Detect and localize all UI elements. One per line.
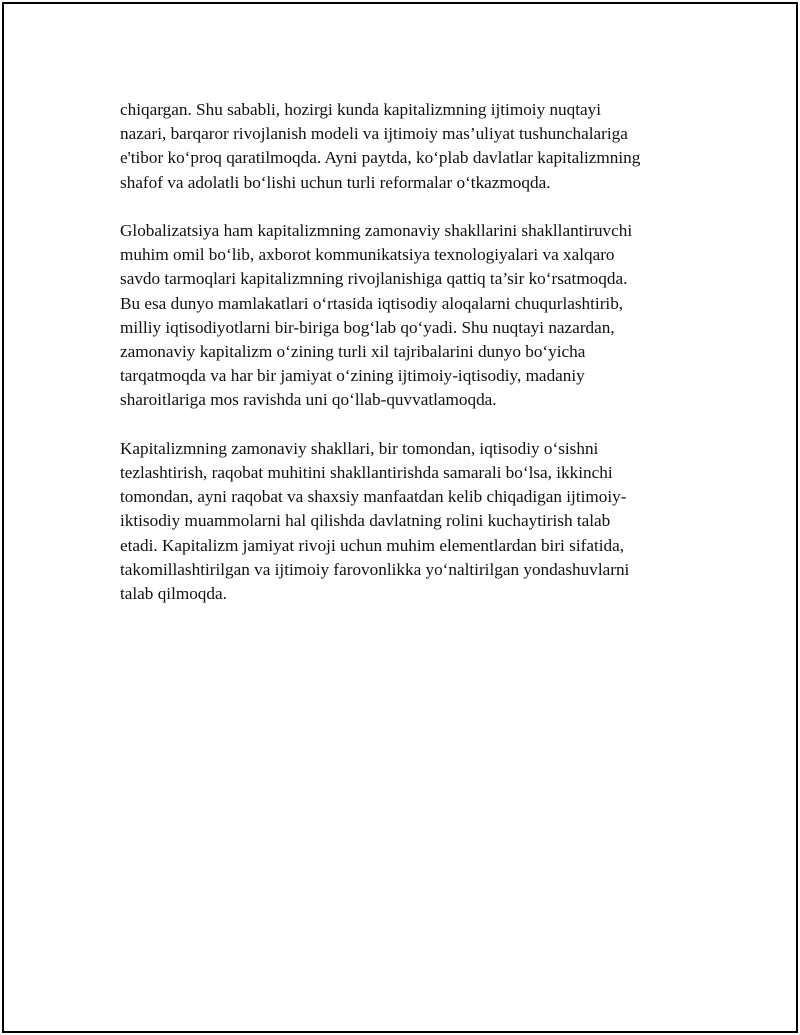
paragraph-3: Kapitalizmning zamonaviy shakllari, bir tomondan, iqtisodiy o‘sishni tezlashtirish, raqobat muhitini shakllantirishda samarali bo‘lsa, ikkinchi tomondan, ayni raqobat va shaxsiy manfaatdan kelib chiqadigan ijtimoiy- iktisodiy muammolarni hal qilishda davlatning rolini kuchaytirish talab etadi. Kapitalizm jamiyat rivoji uchun muhim elementlardan biri sifatida, takomillashtirilgan va ijtimoiy farovonlikka yo‘naltirilgan yondashuvlarni talab qilmoqda.	[120, 438, 630, 604]
document-body	[120, 98, 690, 630]
page-frame	[2, 2, 798, 1033]
paragraph-2: Globalizatsiya ham kapitalizmning zamonaviy shakllarini shakllantiruvchi muhim omil bo‘lib, axborot kommunikatsiya texnologiyalari va xalqaro savdo tarmoqlari kapitalizmning rivojlanishiga qattiq ta’sir ko‘rsatmoqda. Bu esa dunyo mamlakatlari o‘rtasida iqtisodiy aloqalarni chuqurlashtirib, milliy iqtisodiyotlarni bir-biriga bog‘lab qo‘yadi. Shu nuqtayi nazardan, zamonaviy kapitalizm o‘zining turli xil tajribalarini dunyo bo‘yicha tarqatmoqda va har bir jamiyat o‘zining ijtimoiy-iqtisodiy, madaniy sharoitlariga mos ravishda uni qo‘llab-quvvatlamoqda.	[120, 221, 633, 410]
paragraph-1: chiqargan. Shu sababli, hozirgi kunda kapitalizmning ijtimoiy nuqtayi nazari, barqaror rivojlanish modeli va ijtimoiy mas’uliyat tushunchalariga e'tibor ko‘proq qaratilmoqda. Ayni paytda, ko‘plab davlatlar kapitalizmning shafof va adolatli bo‘lishi uchun turli reformalar o‘tkazmoqda.	[120, 100, 641, 192]
